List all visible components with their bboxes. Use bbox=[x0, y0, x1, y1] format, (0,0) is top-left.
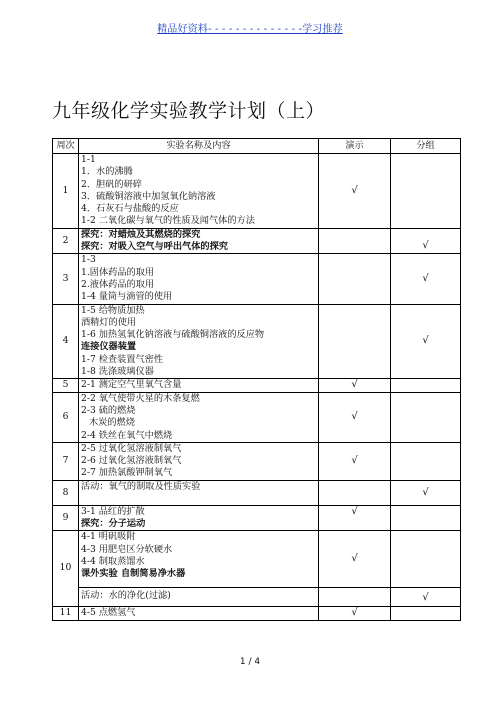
week-cell: 2 bbox=[53, 228, 79, 254]
experiment-cell bbox=[79, 531, 319, 587]
table-row bbox=[53, 154, 461, 229]
experiment-line: 1-8 洗涤玻璃仪器 bbox=[81, 366, 154, 378]
table-row bbox=[53, 587, 461, 606]
table-row bbox=[53, 531, 461, 587]
group-check-cell: √ bbox=[391, 254, 461, 304]
table-row bbox=[53, 480, 461, 505]
experiment-cell bbox=[79, 505, 319, 531]
experiment-cell bbox=[79, 587, 319, 606]
experiment-line: 探究：分子运动 bbox=[81, 518, 146, 530]
experiment-line: 2-1 测定空气里氧气含量 bbox=[81, 379, 182, 391]
experiment-line: 1-2 二氧化碳与氧气的性质及闻气体的方法 bbox=[81, 215, 255, 227]
group-check-cell bbox=[391, 442, 461, 480]
table-row bbox=[53, 228, 461, 254]
experiment-line: 2-6 过氧化氢溶液制氧气 bbox=[81, 455, 182, 467]
demo-check-cell bbox=[319, 480, 391, 505]
group-check-cell: √ bbox=[391, 304, 461, 379]
group-check-cell bbox=[391, 606, 461, 620]
experiment-line: 木炭的燃烧 bbox=[89, 417, 135, 429]
group-check-cell: √ bbox=[391, 480, 461, 505]
experiment-line: 2-4 铁丝在氧气中燃烧 bbox=[81, 429, 173, 441]
demo-check-cell bbox=[319, 587, 391, 606]
experiment-line: 课外实验 自制简易净水器 bbox=[81, 568, 186, 580]
experiment-line: 2．胆矾的研碎 bbox=[81, 178, 142, 190]
experiment-line: 4-3 用肥皂区分软硬水 bbox=[81, 543, 173, 555]
week-cell: 10 bbox=[53, 531, 79, 606]
experiment-line: 1.固体药品的取用 bbox=[81, 266, 155, 278]
table-row bbox=[53, 254, 461, 304]
experiment-line: 2.液体药品的取用 bbox=[81, 278, 155, 290]
experiment-line: 3-1 品红的扩散 bbox=[81, 505, 145, 517]
experiment-line: 3．硫酸铜溶液中加氢氧化钠溶液 bbox=[81, 190, 216, 202]
experiment-cell bbox=[79, 442, 319, 480]
experiment-cell bbox=[79, 480, 319, 505]
experiment-line: 2-5 过氧化氢溶液制氧气 bbox=[81, 442, 182, 454]
experiment-line: 探究：对吸入空气与呼出气体的探究 bbox=[81, 241, 228, 253]
demo-check-cell: √ bbox=[319, 392, 391, 442]
experiment-line: 1-4 量筒与滴管的使用 bbox=[81, 291, 173, 303]
week-cell: 8 bbox=[53, 480, 79, 505]
page-title: 九年级化学实验教学计划（上） bbox=[52, 100, 326, 122]
experiment-cell bbox=[79, 379, 319, 392]
header-group: 分组 bbox=[391, 139, 461, 154]
group-check-cell bbox=[391, 379, 461, 392]
week-cell: 6 bbox=[53, 392, 79, 442]
experiment-line: 活动：水的净化(过滤) bbox=[81, 590, 171, 602]
demo-check-cell: √ bbox=[319, 442, 391, 480]
page-number: 1 / 4 bbox=[239, 657, 261, 667]
experiment-line: 1-3 bbox=[81, 254, 96, 266]
table-row bbox=[53, 379, 461, 392]
experiment-line: 活动：氧气的制取及性质实验 bbox=[81, 480, 201, 492]
demo-check-cell bbox=[319, 304, 391, 379]
experiment-line: 4-1 明矾吸附 bbox=[81, 531, 136, 543]
demo-check-cell: √ bbox=[319, 154, 391, 229]
experiment-line: 连接仪器装置 bbox=[81, 341, 137, 353]
table-header-row bbox=[53, 139, 461, 154]
group-check-cell bbox=[391, 531, 461, 587]
demo-check-cell bbox=[319, 228, 391, 254]
experiment-line: 1-5 给物质加热 bbox=[81, 304, 145, 316]
header-week: 周次 bbox=[53, 139, 79, 154]
header-link[interactable]: 精品好资料- - - - - - - - - - - - - -学习推荐 bbox=[157, 24, 343, 35]
experiment-plan-table bbox=[52, 138, 461, 621]
group-check-cell: √ bbox=[391, 228, 461, 254]
header-experiment: 实验名称及内容 bbox=[79, 139, 319, 154]
group-check-cell bbox=[391, 392, 461, 442]
table-row bbox=[53, 505, 461, 531]
group-check-cell bbox=[391, 505, 461, 531]
header-demo: 演示 bbox=[319, 139, 391, 154]
demo-check-cell: √ bbox=[319, 505, 391, 531]
experiment-cell bbox=[79, 228, 319, 254]
week-cell: 4 bbox=[53, 304, 79, 379]
experiment-line: 4-4 制取蒸馏水 bbox=[81, 555, 145, 567]
table-row bbox=[53, 304, 461, 379]
week-cell: 7 bbox=[53, 442, 79, 480]
experiment-line: 2-7 加热氯酸钾制氧气 bbox=[81, 467, 173, 479]
week-cell: 5 bbox=[53, 379, 79, 392]
experiment-cell bbox=[79, 304, 319, 379]
experiment-line: 4．石灰石与盐酸的反应 bbox=[81, 203, 179, 215]
demo-check-cell bbox=[319, 254, 391, 304]
demo-check-cell: √ bbox=[319, 379, 391, 392]
experiment-line: 4-5 点燃氢气 bbox=[81, 607, 136, 618]
table-row bbox=[53, 392, 461, 442]
experiment-cell bbox=[79, 606, 319, 620]
experiment-cell bbox=[79, 254, 319, 304]
experiment-cell bbox=[79, 392, 319, 442]
experiment-line: 1-6 加热氢氧化钠溶液与硫酸铜溶液的反应物 bbox=[81, 329, 265, 341]
experiment-line: 探究：对蜡烛及其燃烧的探究 bbox=[81, 228, 201, 240]
group-check-cell: √ bbox=[391, 587, 461, 606]
experiment-line: 1．水的沸腾 bbox=[81, 166, 133, 178]
experiment-line: 2-2 氧气使带火星的木条复燃 bbox=[81, 392, 200, 404]
week-cell: 9 bbox=[53, 505, 79, 531]
experiment-line: 1-1 bbox=[81, 154, 96, 165]
experiment-line: 2-3 硫的燃烧 bbox=[81, 404, 136, 416]
week-cell: 11 bbox=[53, 606, 79, 620]
experiment-line: 1-7 检查装置气密性 bbox=[81, 353, 164, 365]
demo-check-cell: √ bbox=[319, 606, 391, 620]
table-row bbox=[53, 606, 461, 620]
experiment-line: 酒精灯的使用 bbox=[81, 316, 137, 328]
experiment-cell bbox=[79, 154, 319, 229]
table-row bbox=[53, 442, 461, 480]
week-cell: 3 bbox=[53, 254, 79, 304]
week-cell: 1 bbox=[53, 154, 79, 229]
demo-check-cell: √ bbox=[319, 531, 391, 587]
group-check-cell bbox=[391, 154, 461, 229]
